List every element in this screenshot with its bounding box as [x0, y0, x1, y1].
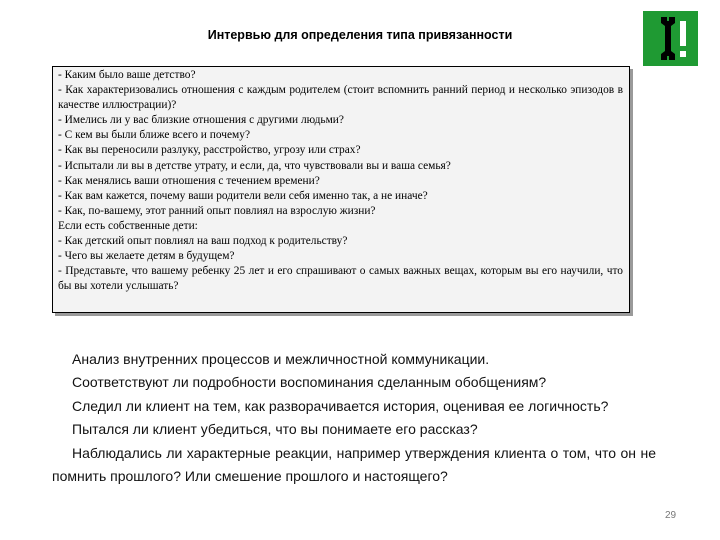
- question-line: - Как, по-вашему, этот ранний опыт повлиял на взрослую жизни?: [58, 204, 376, 217]
- analysis-paragraph: Соответствуют ли подробности воспоминания сделанным обобщениям?: [72, 374, 547, 391]
- question-line: - Каким было ваше детство?: [58, 69, 196, 81]
- exclamation-badge: [643, 11, 698, 66]
- question-line: - Как вам кажется, почему ваши родители вели себя именно так, а не иначе?: [58, 189, 428, 202]
- question-line: - Как вы переносили разлуку, расстройство, угрозу или страх?: [58, 144, 361, 157]
- analysis-paragraph: Наблюдались ли характерные реакции, например утверждения клиента о том, что он не помнить прошлого? Или смешение прошлого и настоящего?: [52, 444, 656, 485]
- analysis-text: [52, 348, 656, 488]
- question-line: - Чего вы желаете детям в будущем?: [58, 250, 235, 263]
- page-title: Интервью для определения типа привязанности: [207, 28, 513, 42]
- question-line: - Как менялись ваши отношения с течением времени?: [58, 174, 320, 187]
- page-number: 29: [665, 510, 677, 521]
- question-line: - С кем вы были ближе всего и почему?: [58, 129, 250, 142]
- question-line: - Как характеризовались отношения с каждым родителем (стоит вспомнить ранний период и несколько эпизодов в качестве иллюстрации)?: [58, 84, 623, 112]
- section-label: Если есть собственные дети:: [58, 219, 198, 232]
- question-line: - Представьте, что вашему ребенку 25 лет и его спрашивают о самых важных вещах, которым вы его научили, что бы вы хотели услышать?: [58, 265, 623, 293]
- analysis-paragraph: Анализ внутренних процессов и межличностной коммуникации.: [72, 351, 490, 367]
- analysis-paragraph: Следил ли клиент на тем, как разворачивается история, оценивая ее логичность?: [72, 397, 609, 414]
- question-line: - Имелись ли у вас близкие отношения с другими людьми?: [58, 114, 344, 127]
- exclamation-icon: [643, 11, 698, 66]
- question-line: - Испытали ли вы в детстве утрату, и если, да, что чувствовали вы и ваша семья?: [58, 159, 451, 172]
- analysis-paragraph: Пытался ли клиент убедиться, что вы понимаете его рассказ?: [72, 421, 478, 438]
- question-line: - Как детский опыт повлиял на ваш подход к родительству?: [58, 235, 348, 248]
- questions-box: [52, 66, 630, 313]
